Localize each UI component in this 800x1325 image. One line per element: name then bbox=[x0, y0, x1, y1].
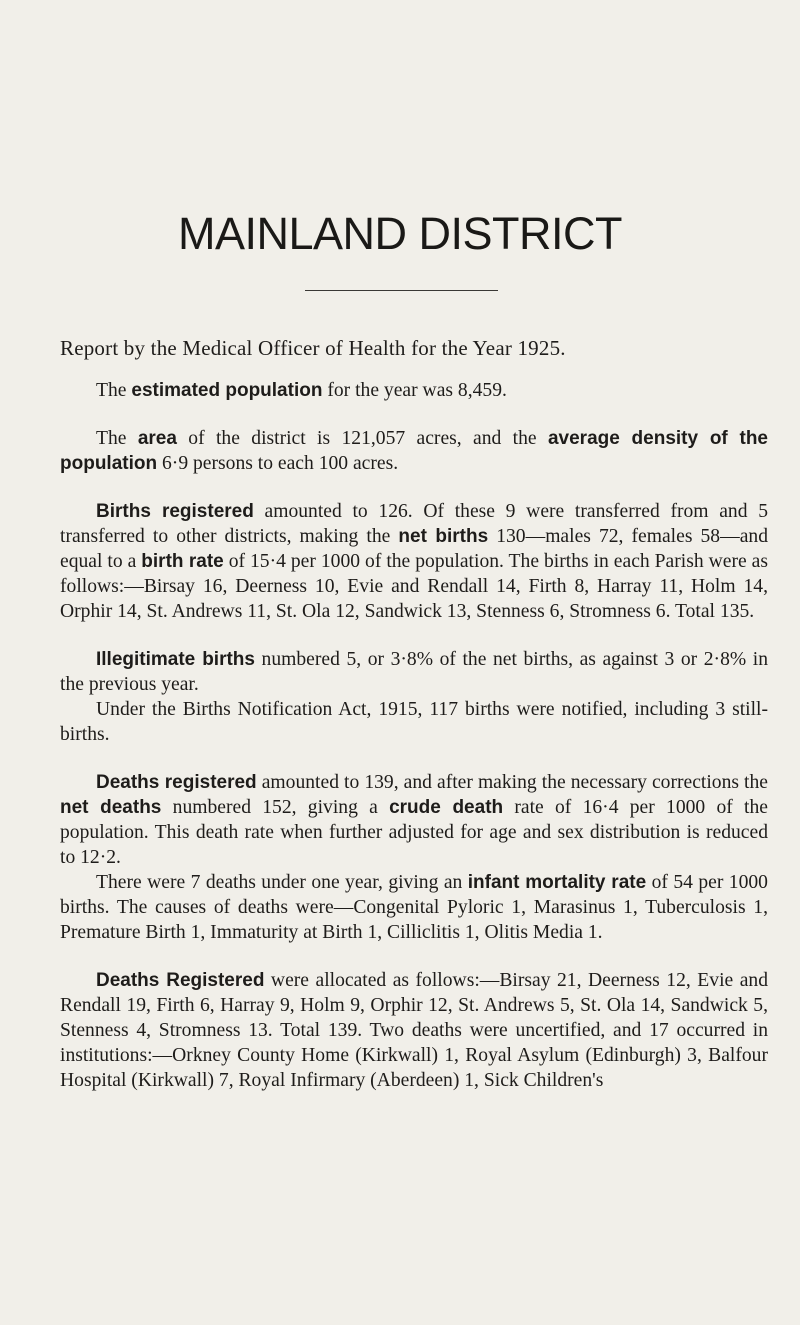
text-run: amounted to 139, and after making the necessary corrections the bbox=[256, 772, 768, 793]
text-run: of the district is 121,057 acres, and the bbox=[176, 428, 548, 449]
document-body bbox=[60, 378, 768, 1093]
text-run: were allocated as follows:—Birsay 21, Deerness 12, Evie and Rendall 19, Firth 6, Harray 9, Holm 9, Orphir 12, St. Andrews 5, St. Ola 14, Sandwick 5, Stenness 4, Stromness 13. Total 139. Two deaths were uncertified, and 17 occurred in institutions:—Orkney County Home (Kirkwall) 1, Royal Asylum (Edinburgh) 3, Balfour Hospital (Kirkwall) 7, Royal Infirmary (Aberdeen) 1, Sick Children's bbox=[60, 970, 768, 1091]
paragraph-illegitimate bbox=[60, 647, 768, 697]
title-divider bbox=[305, 290, 498, 291]
page-title: MAINLAND DISTRICT bbox=[177, 208, 623, 259]
text-run: There were 7 deaths under one year, giving an bbox=[96, 872, 468, 893]
bold-term: birth rate bbox=[141, 551, 224, 572]
text-run: of 15·4 per 1000 of the population. The births in each Parish were as follows:—Birsay 16, Deerness 10, Evie and Rendall 14, Firth 8, Harray 11, Holm 14, Orphir 14, St. Andrews 11, St. Ola 12, Sandwick 13, Stenness 6, Stromness 6. Total 135. bbox=[60, 551, 768, 622]
bold-term: infant mortality rate bbox=[467, 872, 647, 893]
bold-term: Births registered bbox=[96, 501, 254, 522]
bold-term: area bbox=[137, 428, 177, 449]
text-run: for the year was 8,459. bbox=[322, 380, 507, 401]
bold-term: net births bbox=[398, 526, 489, 547]
paragraph-area bbox=[60, 426, 768, 476]
paragraph-births bbox=[60, 499, 768, 624]
bold-term: net deaths bbox=[60, 797, 162, 818]
text-run: The bbox=[96, 380, 132, 401]
bold-term: Deaths registered bbox=[96, 772, 257, 793]
bold-term: Deaths Registered bbox=[96, 970, 265, 991]
text-run: amounted to 126. Of these 9 were transferred from and 5 transferred to other districts, making the bbox=[60, 501, 768, 547]
text-run: numbered 5, or 3·8% of the net births, as against 3 or 2·8% in the previous year. bbox=[60, 649, 769, 695]
text-run: of 54 per 1000 births. The causes of deaths were—Congenital Pyloric 1, Marasinus 1, Tuberculosis 1, Premature Birth 1, Immaturity at Birth 1, Cilliclitis 1, Olitis Media 1. bbox=[60, 872, 768, 943]
paragraph-deaths bbox=[60, 770, 768, 870]
bold-term: estimated population bbox=[131, 380, 323, 401]
paragraph-notification bbox=[60, 697, 768, 747]
text-run: numbered 152, giving a bbox=[161, 797, 390, 818]
bold-term: Illegitimate births bbox=[96, 649, 255, 670]
text-run: 6·9 persons to each 100 acres. bbox=[157, 453, 399, 474]
text-run: 130—males 72, females 58—and equal to a bbox=[60, 526, 768, 572]
paragraph-deaths-allocated bbox=[60, 968, 768, 1093]
paragraph-population bbox=[60, 378, 768, 403]
report-heading: Report by the Medical Officer of Health for the Year 1925. bbox=[60, 336, 566, 360]
paragraph-infant-mortality bbox=[60, 870, 768, 945]
bold-term: crude death bbox=[389, 797, 504, 818]
bold-term: average density of the population bbox=[60, 428, 768, 474]
text-run: The bbox=[96, 428, 138, 449]
text-run: Under the Births Notification Act, 1915, 117 births were notified, including 3 still-births. bbox=[60, 699, 768, 745]
text-run: rate of 16·4 per 1000 of the population. This death rate when further adjusted for age and sex distribution is reduced to 12·2. bbox=[60, 797, 768, 868]
